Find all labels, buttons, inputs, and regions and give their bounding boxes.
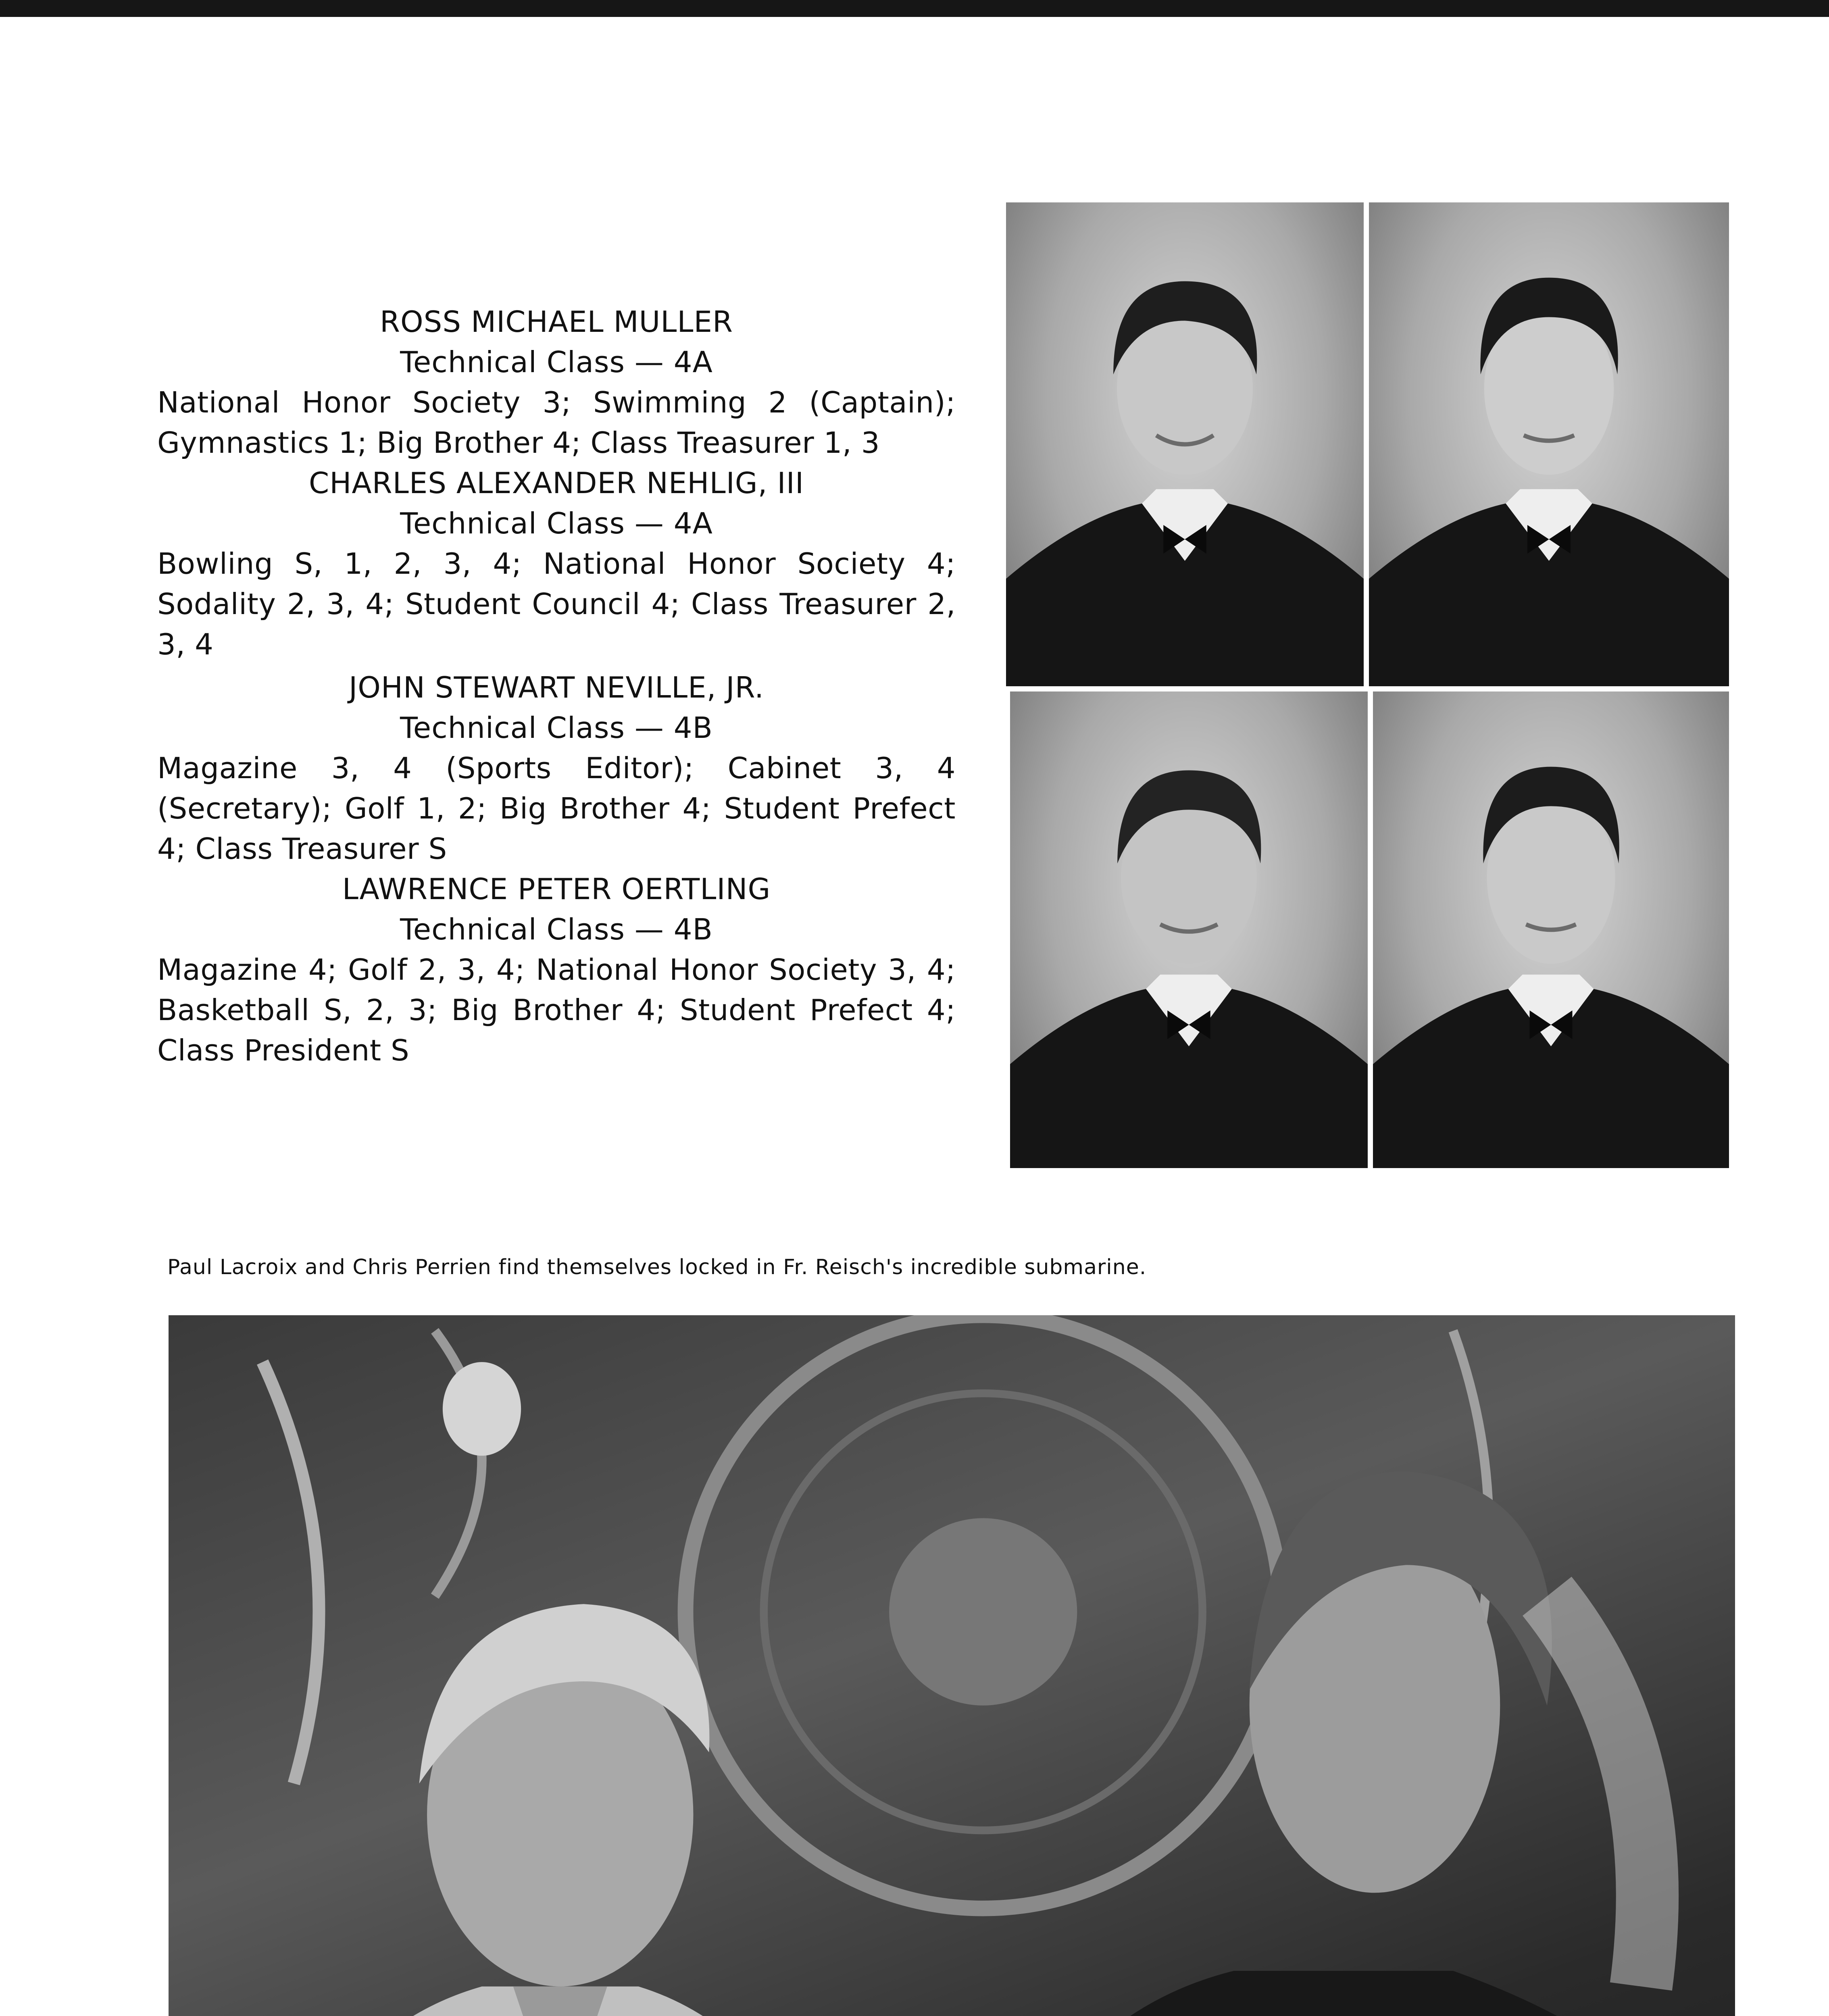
class-line: Technical Class — 4B	[400, 711, 713, 745]
student-name: ROSS MICHAEL MULLER	[379, 305, 733, 339]
activities: Bowling S, 1, 2, 3, 4; National Honor Society 4; Sodality 2, 3, 4; Student Council 4; Class Treasurer 2, 3, 4	[157, 547, 956, 661]
portrait-photo-1	[1006, 202, 1364, 686]
activities: National Honor Society 3; Swimming 2 (Captain); Gymnastics 1; Big Brother 4; Class Treasurer 1, 3	[157, 385, 956, 460]
portrait-photo-3	[1010, 691, 1368, 1168]
student-name: CHARLES ALEXANDER NEHLIG, III	[308, 466, 804, 500]
activities: Magazine 3, 4 (Sports Editor); Cabinet 3, 4 (Secretary); Golf 1, 2; Big Brother 4; Student Prefect 4; Class Treasurer S	[157, 751, 956, 866]
bio-block-upper	[157, 302, 956, 664]
photo-caption: Paul Lacroix and Chris Perrien find themselves locked in Fr. Reisch's incredible submarine.	[167, 1255, 1147, 1279]
class-line: Technical Class — 4B	[400, 912, 713, 946]
submarine-photo	[169, 1315, 1735, 2016]
portrait-photo-2	[1369, 202, 1729, 686]
class-line: Technical Class — 4A	[400, 345, 713, 379]
class-line: Technical Class — 4A	[400, 506, 713, 540]
portrait-photo-4	[1373, 691, 1729, 1168]
student-name: LAWRENCE PETER OERTLING	[342, 872, 771, 906]
bio-block-lower	[157, 667, 956, 1070]
activities: Magazine 4; Golf 2, 3, 4; National Honor Society 3, 4; Basketball S, 2, 3; Big Brother 4; Student Prefect 4; Class President S	[157, 953, 956, 1067]
top-edge-bar	[0, 0, 1829, 17]
student-name: JOHN STEWART NEVILLE, JR.	[348, 671, 765, 704]
